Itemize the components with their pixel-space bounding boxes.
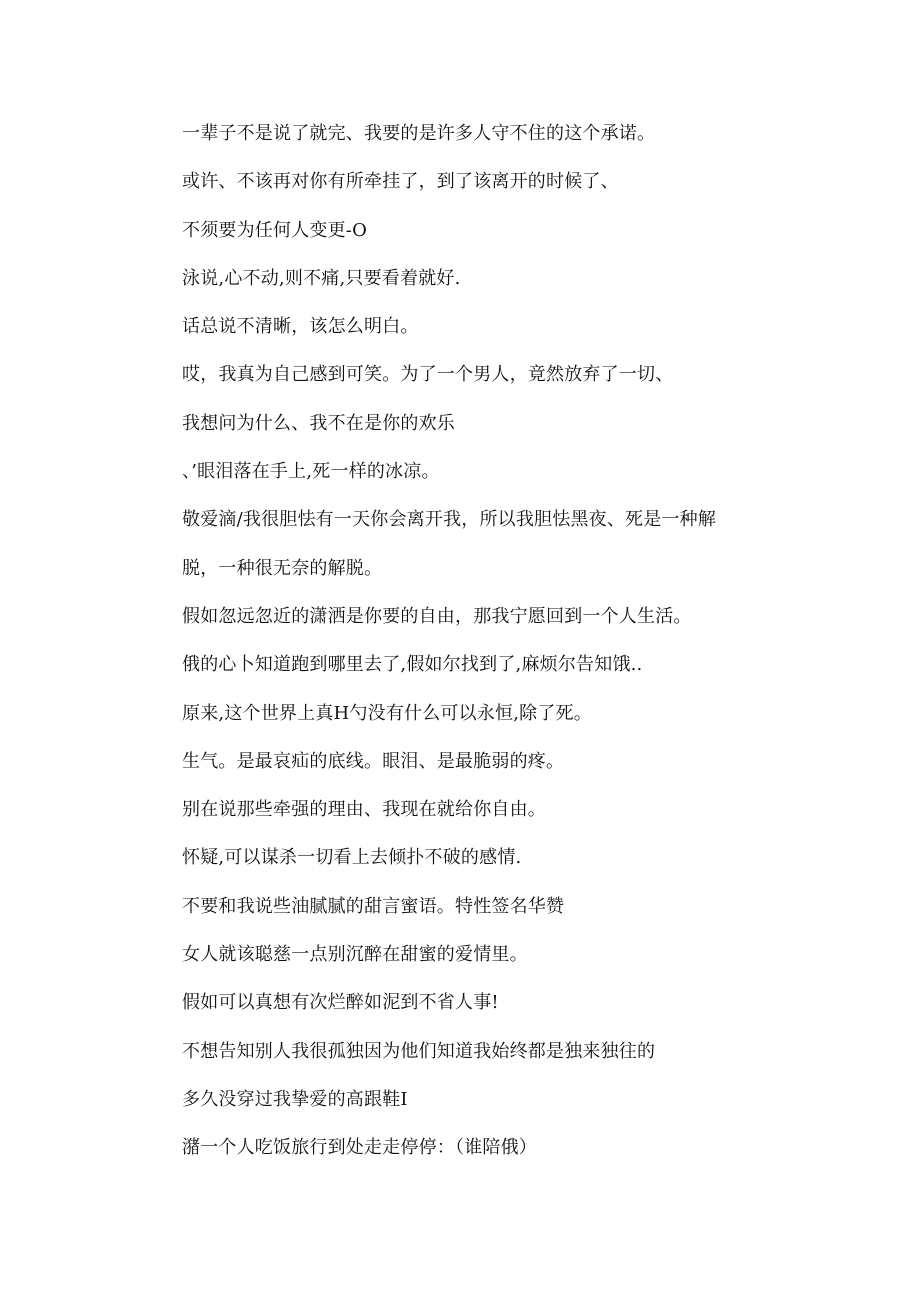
- text-line: 女人就该聪慈一点别沉醉在甜蜜的爱情里。: [182, 944, 528, 966]
- text-line: 多久没穿过我挚爱的高跟鞋I: [182, 1088, 408, 1110]
- text-line: 不想告知别人我很孤独因为他们知道我始终都是独来独往的: [182, 1040, 656, 1062]
- text-line: 敬爱滴/我很胆怯有一天你会离开我，所以我胆怯黑夜、死是一种解: [182, 509, 717, 531]
- text-line: 原来,这个世界上真H勺没有什么可以永恒,除了死。: [182, 702, 592, 724]
- text-line: 一辈子不是说了就完、我要的是许多人守不住的这个承诺。: [182, 123, 656, 144]
- text-line: 不须要为任何人变更-O: [182, 219, 368, 241]
- text-line: 话总说不清晰，该怎么明白。: [182, 316, 419, 338]
- text-line: 泳说,心不动,则不痛,只要看着就好.: [182, 267, 461, 289]
- text-line: 生气。是最哀疝的底线。眼泪、是最脆弱的疼。: [182, 750, 565, 772]
- text-line: 哎，我真为自己感到可笑。为了一个男人，竟然放弃了一切、: [182, 364, 674, 386]
- text-line: 脱，一种很无奈的解脱。: [182, 557, 383, 579]
- text-line: 假如忽远忽近的潇洒是你要的自由，那我宁愿回到一个人生活。: [182, 605, 692, 627]
- text-line: 、’眼泪落在手上,死一样的冰凉。: [182, 461, 440, 483]
- text-line: 假如可以真想有次烂醉如泥到不省人事!: [182, 992, 499, 1014]
- text-line: 别在说那些牵强的理由、我现在就给你自由。: [182, 799, 546, 821]
- text-line: 俄的心卜知道跑到哪里去了,假如尔找到了,麻烦尔告知饿..: [182, 654, 643, 676]
- text-line: 怀疑,可以谋杀一切看上去倾扑不破的感情.: [182, 847, 522, 869]
- text-line: 我想问为什么、我不在是你的欢乐: [182, 412, 455, 434]
- text-line: 或许、不该再对你有所牵挂了，到了该离开的时候了、: [182, 171, 619, 193]
- text-line: 潴一个人吃饭旅行到处走走停停：（谁陪俄）: [182, 1137, 537, 1159]
- text-line: 不要和我说些油腻腻的甜言蜜语。特性签名华赞: [182, 895, 565, 917]
- text-body: [182, 116, 822, 1179]
